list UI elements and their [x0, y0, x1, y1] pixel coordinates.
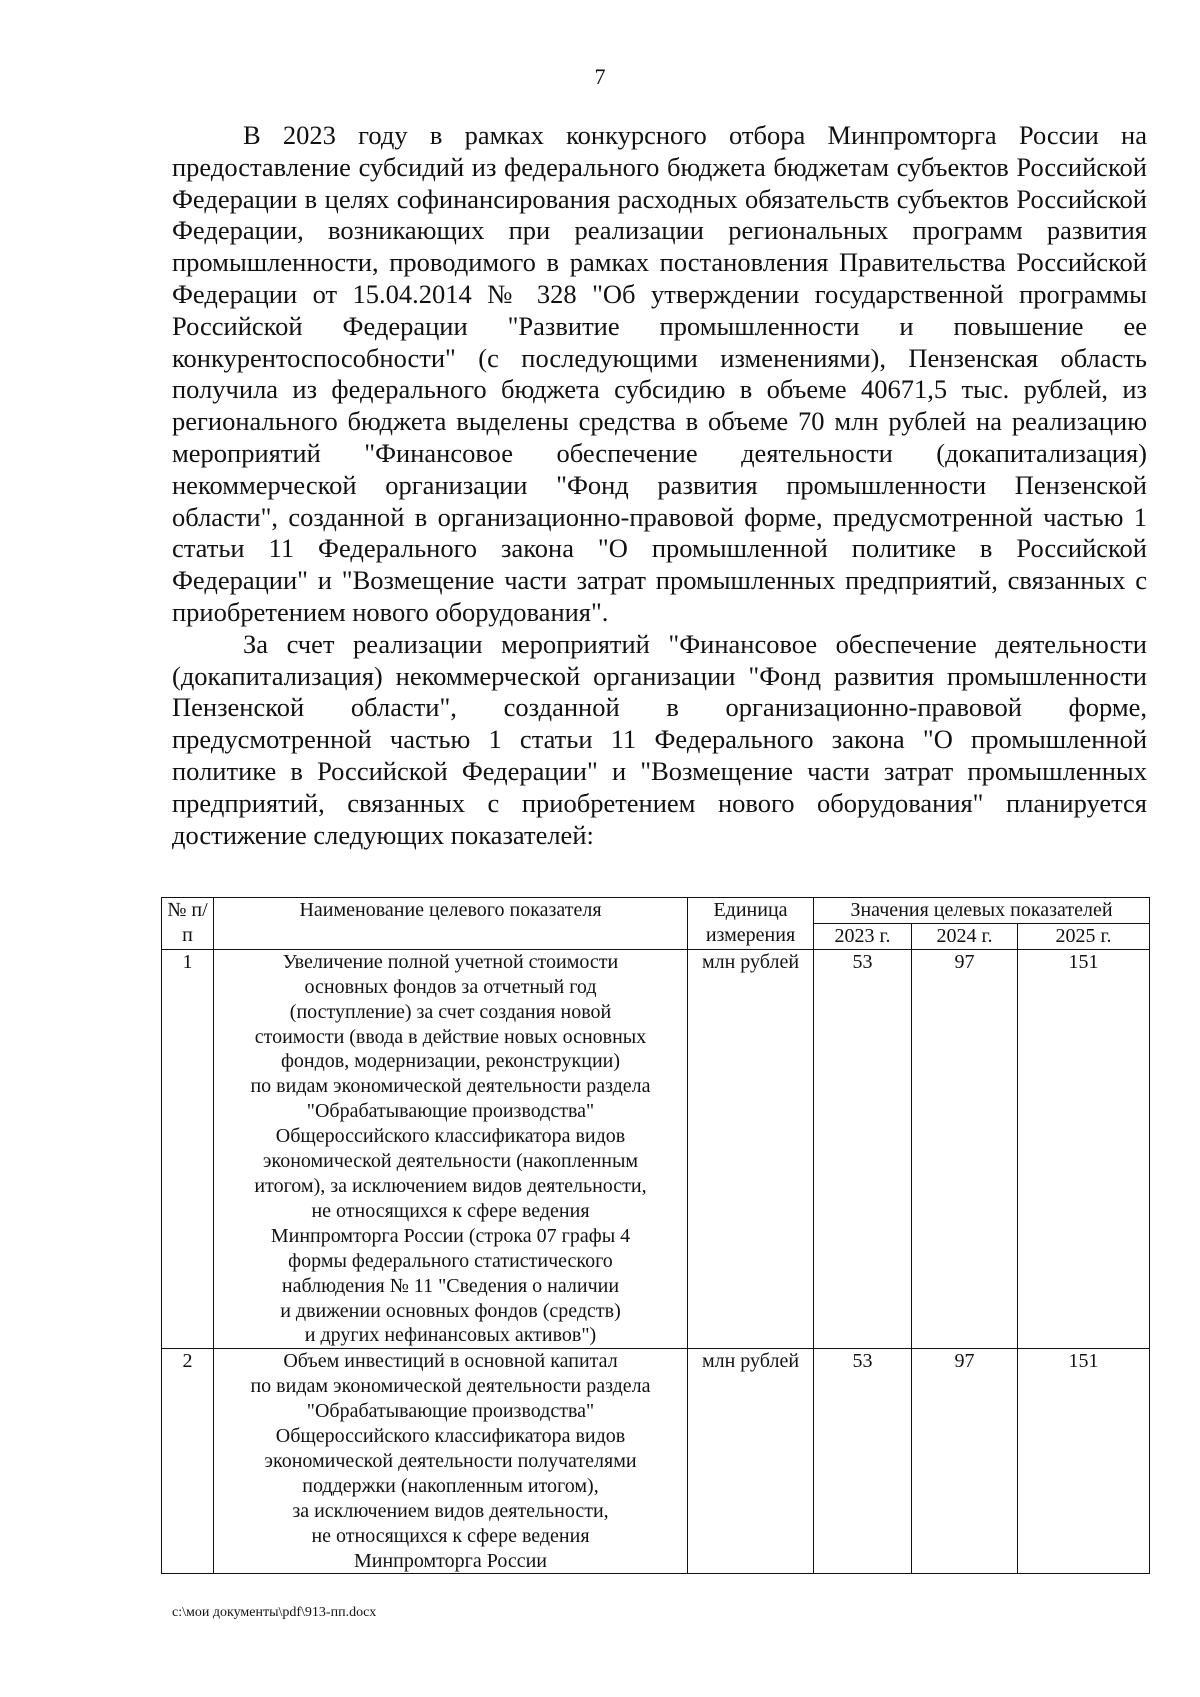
- footer-file-path: c:\мои документы\pdf\913-пп.docx: [172, 1605, 377, 1620]
- table-row: [162, 1349, 1150, 1574]
- row-value: 97: [912, 949, 1018, 1349]
- header-number: № п/п: [162, 898, 214, 950]
- row-unit: млн рублей: [688, 1349, 814, 1574]
- table-row: [162, 949, 1150, 1349]
- row-name: Увеличение полной учетной стоимости основных фондов за отчетный год (поступление) за счет создания новой стоимости (ввода в действие новых основных фондов, модернизации, реконструкции) по видам экономической деятельности раздела "Обрабатывающие производства" Общероссийского классификатора видов экономической деятельности (накопленным итогом), за исключением видов деятельности, не относящихся к сфере ведения Минпромторга России (строка 07 графы 4 формы федерального статистического наблюдения № 11 "Сведения о наличии и движении основных фондов (средств) и других нефинансовых активов"): [214, 949, 688, 1349]
- table-header-row: [162, 898, 1150, 924]
- row-value: 53: [814, 949, 912, 1349]
- row-number: 1: [162, 949, 214, 1349]
- header-year: 2023 г.: [814, 923, 912, 949]
- page-number: 7: [594, 64, 606, 89]
- row-value: 151: [1018, 949, 1150, 1349]
- row-value: 53: [814, 1349, 912, 1574]
- row-name: Объем инвестиций в основной капитал по видам экономической деятельности раздела "Обрабатывающие производства" Общероссийского классификатора видов экономической деятельности получателями поддержки (накопленным итогом), за исключением видов деятельности, не относящихся к сфере ведения Минпромторга России: [214, 1349, 688, 1574]
- paragraph: За счет реализации мероприятий "Финансовое обеспечение деятельности (докапитализация) некоммерческой организации "Фонд развития промышленности Пензенской области", созданной в организационно-правовой форме, предусмотренной частью 1 статьи 11 Федерального закона "О промышленной политике в Российской Федерации" и "Возмещение части затрат промышленных предприятий, связанных с приобретением нового оборудования" планируется достижение следующих показателей:: [172, 628, 1147, 850]
- header-name: Наименование целевого показателя: [214, 898, 688, 950]
- row-unit: млн рублей: [688, 949, 814, 1349]
- paragraph: В 2023 году в рамках конкурсного отбора Минпромторга России на предоставление субсидий из федерального бюджета бюджетам субъектов Российской Федерации в целях софинансирования расходных обязательств субъектов Российской Федерации, возникающих при реализации региональных программ развития промышленности, проводимого в рамках постановления Правительства Российской Федерации от 15.04.2014 № 328 "Об утверждении государственной программы Российской Федерации "Развитие промышленности и повышение ее конкурентоспособности" (с последующими изменениями), Пензенская область получила из федерального бюджета субсидию в объеме 40671,5 тыс. рублей, из регионального бюджета выделены средства в объеме 70 млн рублей на реализацию мероприятий "Финансовое обеспечение деятельности (докапитализация) некоммерческой организации "Фонд развития промышленности Пензенской области", созданной в организационно-правовой форме, предусмотренной частью 1 статьи 11 Федерального закона "О промышленной политике в Российской Федерации" и "Возмещение части затрат промышленных предприятий, связанных с приобретением нового оборудования".: [172, 120, 1147, 627]
- row-value: 151: [1018, 1349, 1150, 1574]
- body-text: [172, 120, 1147, 851]
- header-year: 2025 г.: [1018, 923, 1150, 949]
- header-unit: Единица измерения: [688, 898, 814, 950]
- header-year: 2024 г.: [912, 923, 1018, 949]
- row-number: 2: [162, 1349, 214, 1574]
- indicators-table: [161, 897, 1150, 1574]
- row-value: 97: [912, 1349, 1018, 1574]
- header-values-group: Значения целевых показателей: [814, 898, 1150, 924]
